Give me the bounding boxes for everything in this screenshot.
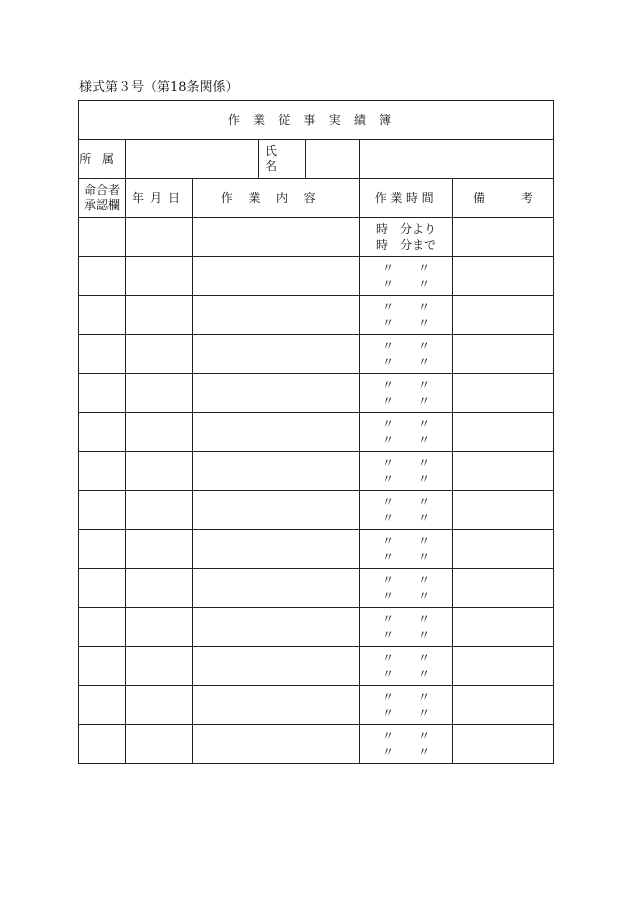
remarks-cell[interactable] [453,569,554,608]
ditto-mark: 〃 [381,589,394,603]
work-content-cell[interactable] [193,647,360,686]
date-cell[interactable] [126,491,193,530]
table-row [79,257,554,296]
ditto-mark: 〃 [417,690,430,704]
ditto-line [360,588,452,604]
work-time-cell[interactable] [360,374,453,413]
ditto-mark: 〃 [417,628,430,642]
table-row [79,218,554,257]
ditto-mark: 〃 [417,378,430,392]
table-row [79,413,554,452]
ditto-line [360,494,452,510]
date-cell[interactable] [126,647,193,686]
work-time-cell[interactable] [360,686,453,725]
work-time-cell[interactable] [360,296,453,335]
table-row [79,530,554,569]
ditto-line [360,650,452,666]
remarks-cell[interactable] [453,257,554,296]
ditto-line [360,338,452,354]
date-cell[interactable] [126,257,193,296]
date-cell[interactable] [126,686,193,725]
remarks-cell[interactable] [453,608,554,647]
work-content-cell[interactable] [193,374,360,413]
table-row [79,374,554,413]
work-content-cell[interactable] [193,608,360,647]
ditto-mark: 〃 [381,729,394,743]
ditto-mark: 〃 [381,355,394,369]
name-label-cell [259,140,360,179]
ditto-line [360,572,452,588]
ditto-mark: 〃 [381,745,394,759]
date-column-header: 年月日 [126,179,193,218]
ditto-line [360,549,452,565]
name-label: 氏名 [259,140,306,178]
work-content-cell[interactable] [193,335,360,374]
ditto-mark: 〃 [381,378,394,392]
ditto-mark: 〃 [417,589,430,603]
approval-cell[interactable] [79,374,126,413]
approval-cell[interactable] [79,218,126,257]
name-field[interactable] [360,140,554,179]
ditto-line [360,510,452,526]
ditto-mark: 〃 [381,651,394,665]
ditto-mark: 〃 [381,339,394,353]
date-cell[interactable] [126,335,193,374]
remarks-cell[interactable] [453,452,554,491]
table-row [79,335,554,374]
work-content-cell[interactable] [193,413,360,452]
work-time-cell[interactable] [360,530,453,569]
work-content-cell[interactable] [193,257,360,296]
remarks-header-char1: 備 [473,190,486,205]
work-content-cell[interactable] [193,686,360,725]
ditto-mark: 〃 [381,261,394,275]
ditto-mark: 〃 [381,511,394,525]
ditto-mark: 〃 [417,433,430,447]
remarks-cell[interactable] [453,491,554,530]
ditto-mark: 〃 [381,394,394,408]
ditto-mark: 〃 [381,456,394,470]
ditto-line [360,666,452,682]
ditto-mark: 〃 [417,316,430,330]
work-time-cell[interactable] [360,725,453,764]
remarks-cell[interactable] [453,413,554,452]
approval-cell[interactable] [79,647,126,686]
remarks-cell[interactable] [453,296,554,335]
form-title: 作業従事実績簿 [79,101,554,140]
ditto-mark: 〃 [417,651,430,665]
time-to-text: 時 分まで [375,238,436,252]
ditto-line [360,689,452,705]
ditto-mark: 〃 [381,417,394,431]
ditto-mark: 〃 [417,394,430,408]
work-content-cell[interactable] [193,530,360,569]
table-row [79,569,554,608]
date-cell[interactable] [126,530,193,569]
work-time-cell[interactable] [360,257,453,296]
time-from-text: 時 分より [375,222,436,236]
ditto-line [360,315,452,331]
remarks-cell[interactable] [453,335,554,374]
ditto-mark: 〃 [381,612,394,626]
ditto-mark: 〃 [417,277,430,291]
table-row [79,491,554,530]
date-cell[interactable] [126,218,193,257]
ditto-line [360,260,452,276]
table-row [79,647,554,686]
ditto-line [360,299,452,315]
ditto-mark: 〃 [381,667,394,681]
ditto-mark: 〃 [417,261,430,275]
ditto-line [360,377,452,393]
ditto-mark: 〃 [417,667,430,681]
ditto-mark: 〃 [417,300,430,314]
work-record-table [78,100,554,764]
date-cell[interactable] [126,413,193,452]
ditto-mark: 〃 [417,511,430,525]
work-time-cell[interactable] [360,491,453,530]
ditto-line [360,471,452,487]
remarks-cell[interactable] [453,647,554,686]
approval-cell[interactable] [79,335,126,374]
remarks-cell[interactable] [453,725,554,764]
approval-header-line2: 承認欄 [83,198,120,212]
ditto-mark: 〃 [417,745,430,759]
ditto-mark: 〃 [417,534,430,548]
remarks-column-header [453,179,554,218]
work-content-cell[interactable] [193,569,360,608]
ditto-line [360,705,452,721]
ditto-line [360,393,452,409]
table-row [79,452,554,491]
ditto-line [360,455,452,471]
ditto-line [360,611,452,627]
date-cell[interactable] [126,725,193,764]
ditto-mark: 〃 [381,706,394,720]
approval-cell[interactable] [79,491,126,530]
work-time-cell[interactable] [360,569,453,608]
ditto-mark: 〃 [381,534,394,548]
work-content-cell[interactable] [193,725,360,764]
work-time-cell[interactable] [360,413,453,452]
name-field-start[interactable] [306,140,359,178]
ditto-mark: 〃 [417,495,430,509]
work-time-cell[interactable] [360,335,453,374]
ditto-mark: 〃 [381,550,394,564]
ditto-line [360,728,452,744]
remarks-cell[interactable] [453,530,554,569]
table-row [79,725,554,764]
ditto-mark: 〃 [381,628,394,642]
affiliation-field[interactable] [126,140,259,179]
work-time-cell[interactable] [360,647,453,686]
ditto-mark: 〃 [417,729,430,743]
ditto-mark: 〃 [417,355,430,369]
ditto-mark: 〃 [417,339,430,353]
approval-cell[interactable] [79,530,126,569]
work-content-cell[interactable] [193,296,360,335]
table-row [79,686,554,725]
approval-cell[interactable] [79,608,126,647]
ditto-mark: 〃 [381,300,394,314]
ditto-mark: 〃 [381,316,394,330]
ditto-line [360,276,452,292]
ditto-mark: 〃 [381,495,394,509]
work-content-cell[interactable] [193,452,360,491]
remarks-header-char2: 考 [521,190,534,205]
approval-column-header [79,179,126,218]
date-cell[interactable] [126,296,193,335]
ditto-line [360,354,452,370]
ditto-mark: 〃 [417,612,430,626]
ditto-mark: 〃 [417,706,430,720]
ditto-line [360,533,452,549]
ditto-line [360,416,452,432]
ditto-mark: 〃 [381,433,394,447]
ditto-mark: 〃 [381,277,394,291]
approval-cell[interactable] [79,257,126,296]
form-number-label: 様式第３号（第18条関係） [79,80,239,95]
approval-header-line1: 命合者 [83,183,120,197]
date-cell[interactable] [126,569,193,608]
approval-cell[interactable] [79,452,126,491]
work-content-cell[interactable] [193,491,360,530]
date-cell[interactable] [126,374,193,413]
ditto-mark: 〃 [417,472,430,486]
approval-cell[interactable] [79,569,126,608]
work-time-cell[interactable] [360,608,453,647]
work-time-cell[interactable] [360,452,453,491]
approval-cell[interactable] [79,413,126,452]
ditto-mark: 〃 [381,472,394,486]
approval-cell[interactable] [79,725,126,764]
ditto-mark: 〃 [417,417,430,431]
remarks-cell[interactable] [453,374,554,413]
ditto-mark: 〃 [417,573,430,587]
ditto-line [360,744,452,760]
date-cell[interactable] [126,452,193,491]
ditto-line [360,627,452,643]
work-time-cell[interactable] [360,218,453,257]
ditto-mark: 〃 [417,456,430,470]
ditto-line [360,432,452,448]
table-row [79,296,554,335]
work-content-column-header: 作業内容 [193,179,360,218]
affiliation-label: 所属 [79,140,126,179]
remarks-cell[interactable] [453,686,554,725]
approval-cell[interactable] [79,296,126,335]
table-row [79,608,554,647]
approval-cell[interactable] [79,686,126,725]
remarks-cell[interactable] [453,218,554,257]
date-cell[interactable] [126,608,193,647]
ditto-mark: 〃 [417,550,430,564]
ditto-mark: 〃 [381,573,394,587]
ditto-mark: 〃 [381,690,394,704]
work-content-cell[interactable] [193,218,360,257]
work-time-column-header: 作業時間 [360,179,453,218]
